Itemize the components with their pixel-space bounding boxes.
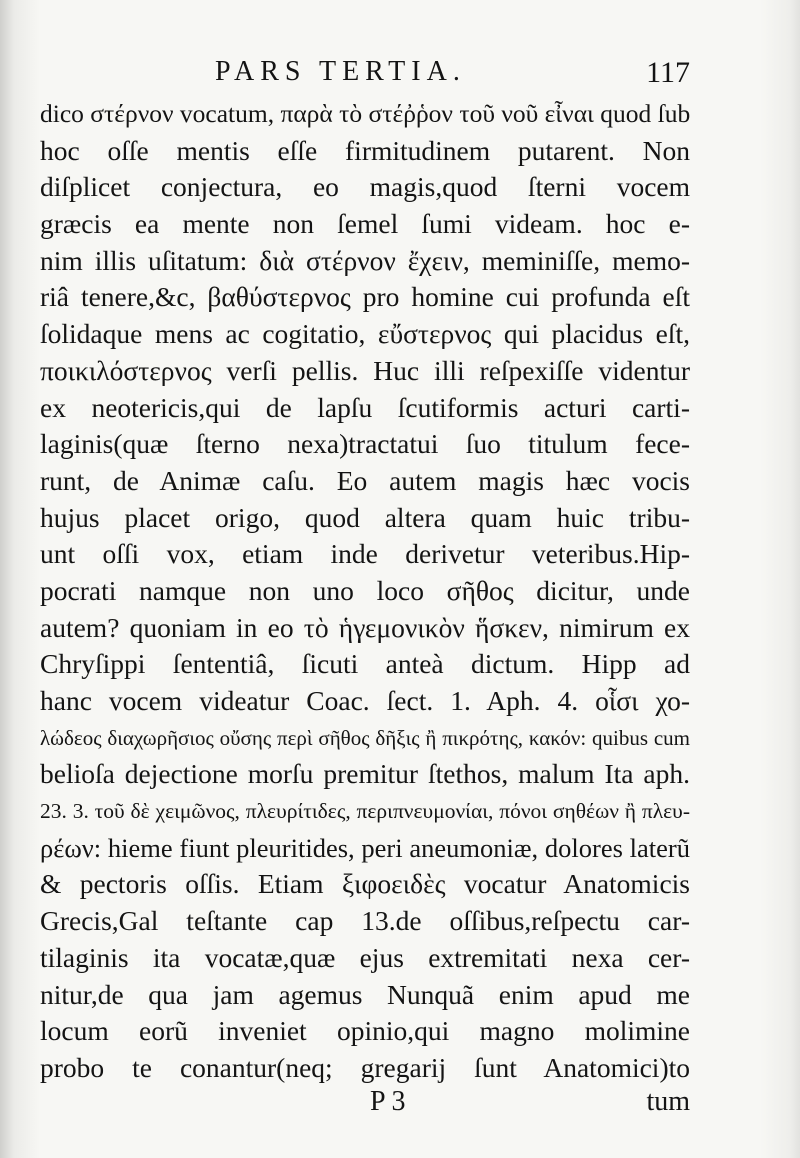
text-line: ποικιλόστερνος verſi pellis. Huc illi reſpexiſſe videntur [40,354,690,386]
text-line: locum eorũ inveniet opinio,qui magno molimine [40,1015,690,1047]
page-footer [40,1086,690,1126]
page-number: 117 [646,56,690,89]
signature-mark: P 3 [370,1086,406,1117]
text-line: nim illis uſitatum: διὰ στέρνον ἔχειν, meminiſſe, memo- [40,244,690,276]
text-line: tilaginis ita vocatæ,quæ ejus extremitati nexa cer- [40,941,690,973]
text-line: hanc vocem videatur Coac. ſect. 1. Aph. 4. οἷσι χο- [40,685,690,716]
text-line: hoc oſſe mentis eſſe firmitudinem putarent. Non [40,134,690,166]
catchword: tum [646,1086,690,1117]
running-title: PARS TERTIA. [215,56,466,87]
text-line: Chryſippi ſententiâ, ſicuti anteà dictum. Hipp ad [40,648,690,680]
text-line: ρέων: hieme fiunt pleuritides, peri aneumoniæ, dolores laterũ [40,832,690,863]
text-line: nitur,de qua jam agemus Nunquã enim apud me [40,978,690,1010]
page-header [40,52,690,92]
text-line: diſplicet conjectura, eo magis,quod ſterni vocem [40,171,690,203]
text-line: dico στέρνον vocatum, παρὰ τὸ στέῤῥον τοῦ νοῦ εἶναι quod ſub [40,99,691,128]
text-line: riâ tenere,&c, βαθύστερνος pro homine cui profunda eſt [40,281,690,313]
text-line: belioſa dejectione morſu premitur ſtethos, malum Ita aph. [40,758,690,790]
text-line: hujus placet origo, quod altera quam huic tribu- [40,501,690,533]
text-line: græcis ea mente non ſemel ſumi videam. hoc e- [40,208,690,240]
text-line: & pectoris oſſis. Etiam ξιφοειδὲς vocatur Anatomicis [40,868,690,900]
text-line: runt, de Animæ caſu. Eo autem magis hæc vocis [40,464,690,496]
text-line: ſolidaque mens ac cogitatio, εὔστερνος qui placidus eſt, [40,318,690,350]
text-line: laginis(quæ ſterno nexa)tractatui ſuo titulum fece- [40,428,690,460]
text-line: ex neotericis,qui de lapſu ſcutiformis acturi carti- [40,391,690,423]
text-line: 23. 3. τοῦ δὲ χειμῶνος, πλευρίτιδες, περιπνευμονίαι, πόνοι σηθέων ἢ πλευ- [40,799,690,824]
text-line: Grecis,Gal teſtante cap 13.de oſſibus,reſpectu car- [40,905,690,937]
text-line: autem? quoniam in eo τὸ ἡγεμονικὸν ἥσκεν, nimirum ex [40,611,690,643]
text-line: probo te conantur(neq; gregarij ſunt Anatomici)to [40,1051,690,1083]
text-line: pocrati namque non uno loco σῆθος dicitur, unde [40,574,690,606]
text-line: λώδεος διαχωρῆσιος οὔσης περὶ σῆθος δῆξις ἢ πικρότης, κακόν: quibus cum [40,725,690,750]
text-line: unt oſſi vox, etiam inde derivetur veteribus.Hip- [40,538,690,570]
body-text [40,96,690,1087]
